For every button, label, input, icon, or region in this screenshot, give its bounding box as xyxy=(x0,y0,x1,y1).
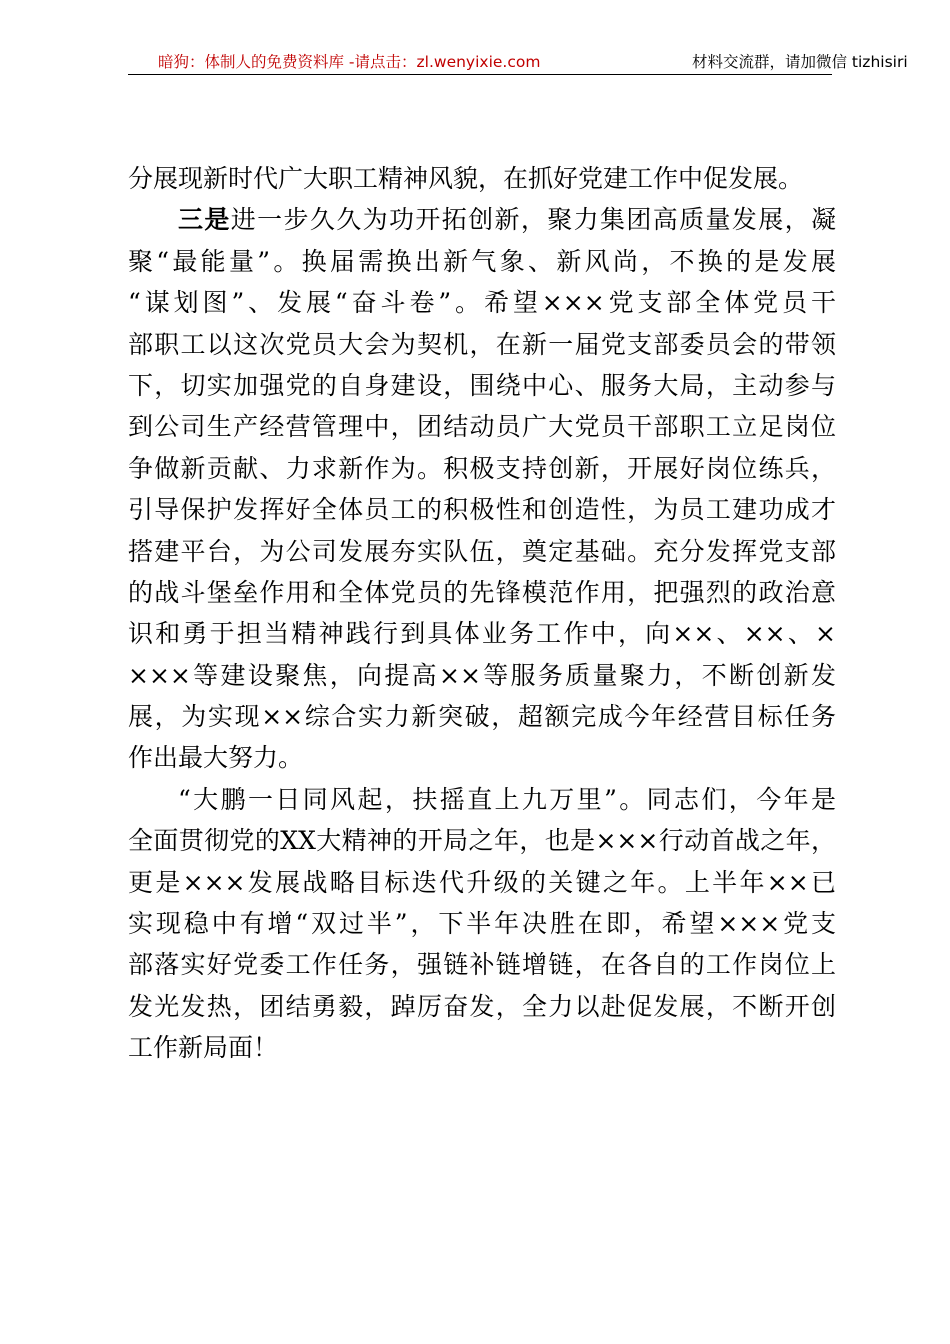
paragraph-line: 部职工以这次党员大会为契机，在新一届党支部委员会的带领 xyxy=(128,329,836,359)
paragraph-line: 更是×××发展战略目标迭代升级的关键之年。上半年××已 xyxy=(128,867,836,897)
paragraph-line: “大鹏一日同风起，扶摇直上九万里”。同志们，今年是 xyxy=(178,784,836,814)
paragraph-line: 发光发热，团结勇毅，踔厉奋发，全力以赴促发展，不断开创 xyxy=(128,991,836,1021)
paragraph-line: 引导保护发挥好全体员工的积极性和创造性，为员工建功成才 xyxy=(128,495,836,525)
paragraph-line: 下，切实加强党的自身建设，围绕中心、服务大局，主动参与 xyxy=(128,370,836,400)
paragraph-line: 展，为实现××综合实力新突破，超额完成今年经营目标任务 xyxy=(128,702,836,732)
paragraph-line: 争做新贡献、力求新作为。积极支持创新，开展好岗位练兵， xyxy=(128,453,836,483)
paragraph-lead-emphasis: 三是 xyxy=(178,205,231,235)
paragraph-line: 聚“最能量”。换届需换出新气象、新风尚，不换的是发展 xyxy=(128,246,836,276)
paragraph-line xyxy=(128,199,836,240)
paragraph-line: 作出最大努力。 xyxy=(128,743,304,773)
document-body xyxy=(128,158,836,1069)
paragraph-line: 部落实好党委工作任务，强链补链增链，在各自的工作岗位上 xyxy=(128,950,836,980)
paragraph-line: 识和勇于担当精神践行到具体业务工作中，向××、××、× xyxy=(128,619,836,649)
header-divider xyxy=(128,74,832,75)
paragraph-line: 到公司生产经营管理中，团结动员广大党员干部职工立足岗位 xyxy=(128,412,836,442)
paragraph-line: “谋划图”、发展“奋斗卷”。希望×××党支部全体党员干 xyxy=(128,288,836,318)
paragraph-line: ×××等建设聚焦，向提高××等服务质量聚力，不断创新发 xyxy=(128,660,836,690)
page-header xyxy=(128,52,908,76)
paragraph-line: 搭建平台，为公司发展夯实队伍，奠定基础。充分发挥党支部 xyxy=(128,536,836,566)
paragraph-line: 实现稳中有增“双过半”，下半年决胜在即，希望×××党支 xyxy=(128,909,836,939)
paragraph-line: 工作新局面！ xyxy=(128,1033,279,1063)
paragraph-3 xyxy=(128,779,836,1069)
paragraph-line: 全面贯彻党的XX大精神的开局之年，也是×××行动首战之年， xyxy=(128,826,836,856)
paragraph-1 xyxy=(128,158,836,199)
paragraph-line-rest: 进一步久久为功开拓创新，聚力集团高质量发展，凝 xyxy=(230,205,836,235)
paragraph-line: 分展现新时代广大职工精神风貌，在抓好党建工作中促发展。 xyxy=(128,164,804,193)
paragraph-line: 的战斗堡垒作用和全体党员的先锋模范作用，把强烈的政治意 xyxy=(128,577,836,607)
paragraph-2 xyxy=(128,199,836,778)
header-contact: 材料交流群，请加微信 tizhisiri xyxy=(692,53,908,71)
header-brand-link[interactable]: 暗狗：体制人的免费资料库 -请点击：zl.wenyixie.com xyxy=(158,53,541,71)
